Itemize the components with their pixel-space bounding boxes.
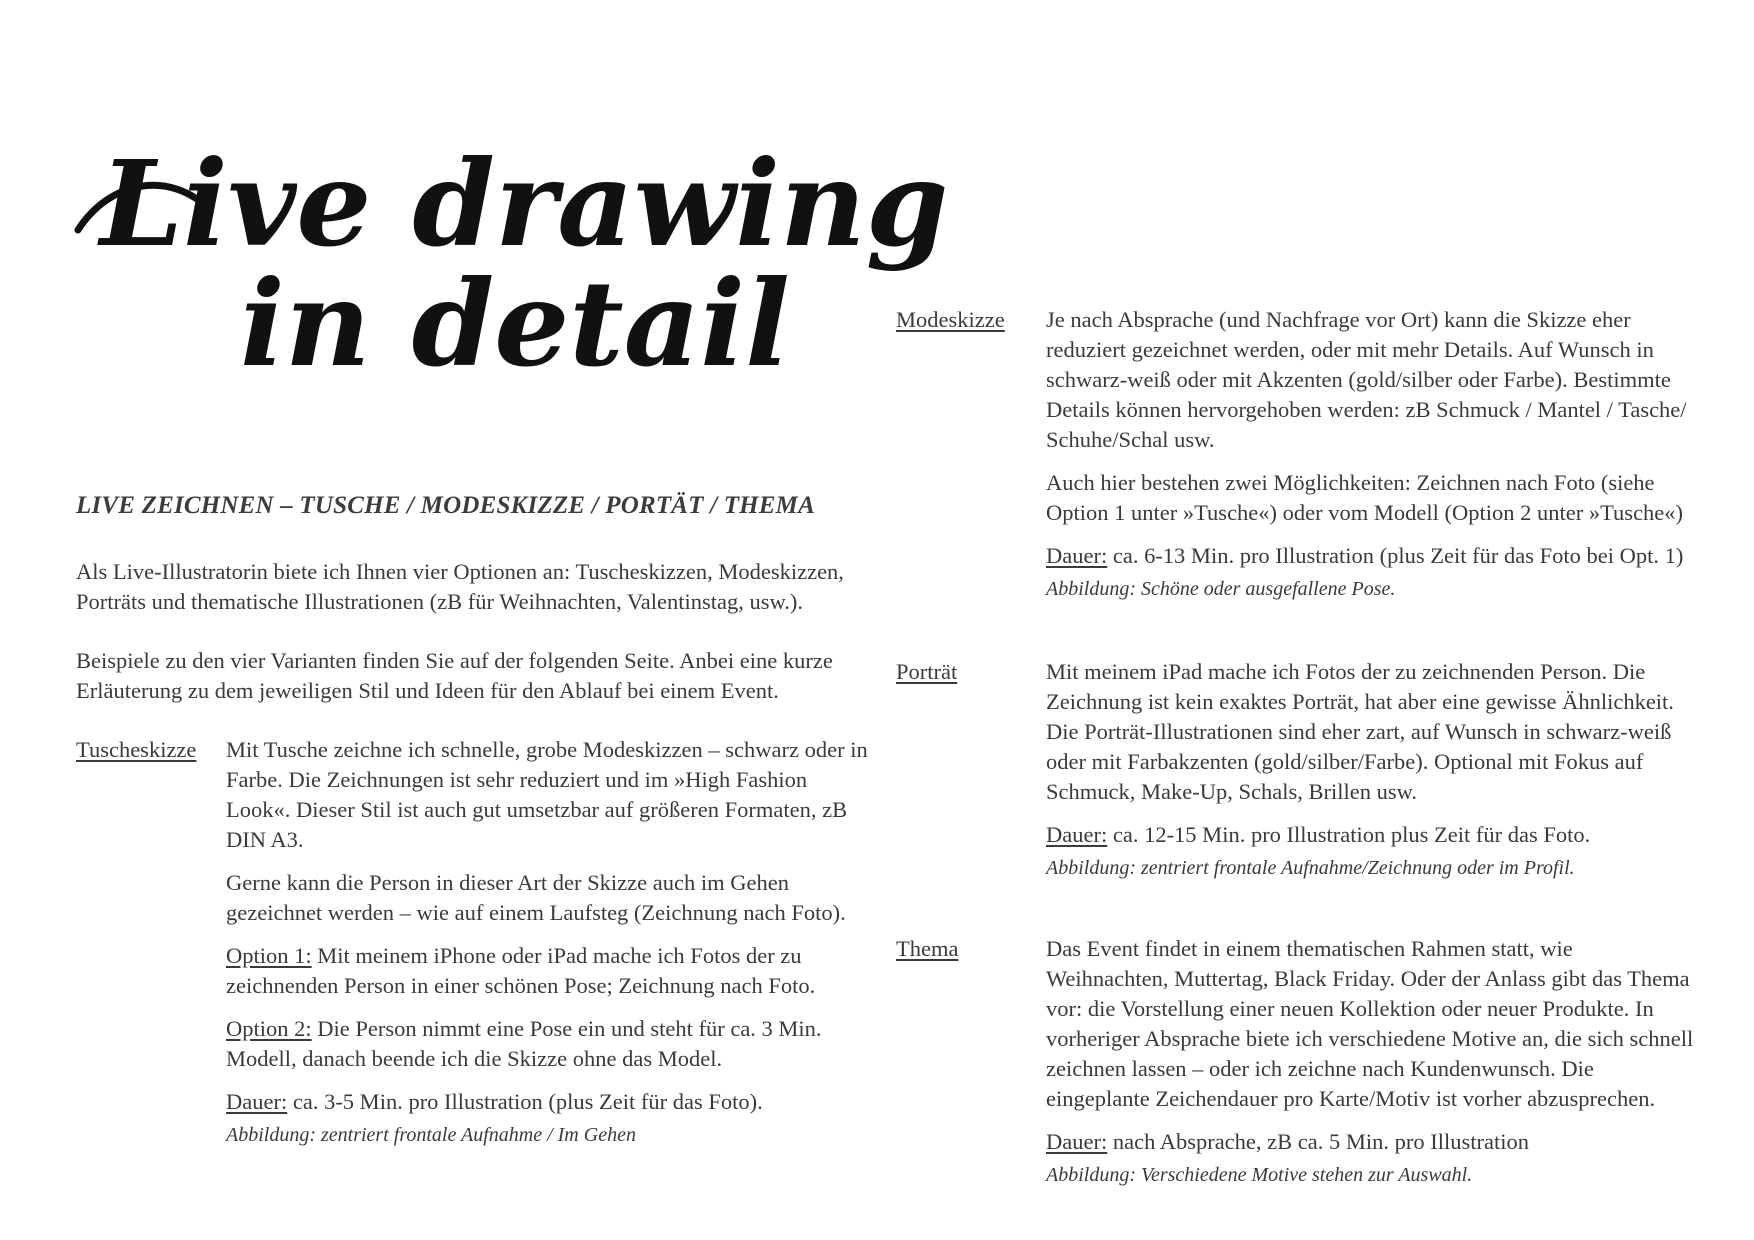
thema-paragraph-1: Das Event findet in einem thematischen Rahmen statt, wie Weihnachten, Muttertag, Black Friday. Oder der Anlass gibt das Thema vor: die Vorstellung einer neuen Kollektion oder neuer Produkte. In vorheriger Absprache biete ich verschiedene Motive an, die sich schnell zeichnen lassen – oder ich zeichne nach Kundenwunsch. Die eingeplante Zeichendauer pro Karte/Motiv ist vorher abzusprechen. [1046,936,1694,1111]
option-2-text: Die Person nimmt eine Pose ein und steht für ca. 3 Min. Modell, danach beende ich die Skizze ohne das Model. [226,1016,822,1071]
option-1-text: Mit meinem iPhone oder iPad mache ich Fotos der zu zeichnenden Person in einer schönen Pose; Zeichnung nach Foto. [226,943,816,998]
portrait-section [896,657,1696,882]
dauer-text: ca. 3-5 Min. pro Illustration (plus Zeit für das Foto). [287,1089,763,1114]
portrait-caption: Abbildung: zentriert frontale Aufnahme/Zeichnung oder im Profil. [1046,857,1575,879]
option-1-label: Option 1: [226,943,312,968]
mode-paragraph-2: Auch hier bestehen zwei Möglichkeiten: Zeichnen nach Foto (siehe Option 1 unter »Tusche«) oder vom Modell (Option 2 unter »Tusche«) [1046,470,1684,525]
right-column [896,305,1696,1189]
dauer-text: nach Absprache, zB ca. 5 Min. pro Illustration [1107,1129,1529,1154]
tusche-label: Tuscheskizze [76,737,197,762]
tusche-section [76,735,876,1149]
mode-caption: Abbildung: Schöne oder ausgefallene Pose. [1046,578,1396,600]
thema-duration [1046,1127,1696,1157]
mode-paragraph-1: Je nach Absprache (und Nachfrage vor Ort) kann die Skizze eher reduziert gezeichnet werden, oder mit mehr Details. Auf Wunsch in schwarz-weiß oder mit Akzenten (gold/silber oder Farbe). Bestimmte Details können hervorgehoben werden: zB Schmuck / Mantel / Tasche/ Schuhe/Schal usw. [1046,307,1687,452]
option-2-label: Option 2: [226,1016,312,1041]
tusche-paragraph-1: Mit Tusche zeichne ich schnelle, grobe Modeskizzen – schwarz oder in Farbe. Die Zeichnungen ist sehr reduziert und im »High Fashion Look«. Dieser Stil ist auch gut umsetzbar auf größeren Formaten, zB DIN A3. [226,737,868,852]
dauer-label: Dauer: [1046,822,1108,847]
intro-paragraph-1: Als Live-Illustratorin biete ich Ihnen vier Optionen an: Tuscheskizzen, Modeskizzen, Porträts und thematische Illustrationen (zB für Weihnachten, Valentinstag, usw.). [76,559,844,614]
tusche-duration [226,1087,876,1117]
title-line-2: in detail [240,254,790,393]
left-column [76,492,876,1149]
thema-label: Thema [896,936,959,961]
page-title [60,110,949,410]
thema-section [896,934,1696,1189]
portrait-duration [1046,820,1696,850]
dauer-text: ca. 12-15 Min. pro Illustration plus Zeit für das Foto. [1107,822,1591,847]
dauer-label: Dauer: [1046,1129,1108,1154]
tusche-option-1 [226,941,876,1001]
title-line-1: Live drawing [100,134,949,273]
dauer-label: Dauer: [1046,543,1108,568]
tusche-caption: Abbildung: zentriert frontale Aufnahme / Im Gehen [226,1124,636,1146]
mode-section [896,305,1696,603]
portrait-label: Porträt [896,659,958,684]
dauer-text: ca. 6-13 Min. pro Illustration (plus Zeit für das Foto bei Opt. 1) [1107,543,1684,568]
dauer-label: Dauer: [226,1089,288,1114]
tusche-paragraph-2: Gerne kann die Person in dieser Art der Skizze auch im Gehen gezeichnet werden – wie auf einem Laufsteg (Zeichnung nach Foto). [226,870,846,925]
tusche-option-2 [226,1014,876,1074]
mode-duration [1046,541,1696,571]
thema-caption: Abbildung: Verschiedene Motive stehen zur Auswahl. [1046,1164,1473,1186]
portrait-paragraph-1: Mit meinem iPad mache ich Fotos der zu zeichnenden Person. Die Zeichnung ist kein exaktes Porträt, hat aber eine gewisse Ähnlichkeit. Die Porträt-Illustrationen sind eher zart, auf Wunsch in schwarz-weiß oder mit Farbakzenten (gold/silber/Farbe). Optional mit Fokus auf Schmuck, Make-Up, Schals, Brillen usw. [1046,659,1674,804]
section-heading: LIVE ZEICHNEN – TUSCHE / MODESKIZZE / PORTÄT / THEMA [76,492,815,519]
intro-paragraph-2: Beispiele zu den vier Varianten finden Sie auf der folgenden Seite. Anbei eine kurze Erläuterung zu dem jeweiligen Stil und Ideen für den Ablauf bei einem Event. [76,648,833,703]
mode-label: Modeskizze [896,307,1005,332]
